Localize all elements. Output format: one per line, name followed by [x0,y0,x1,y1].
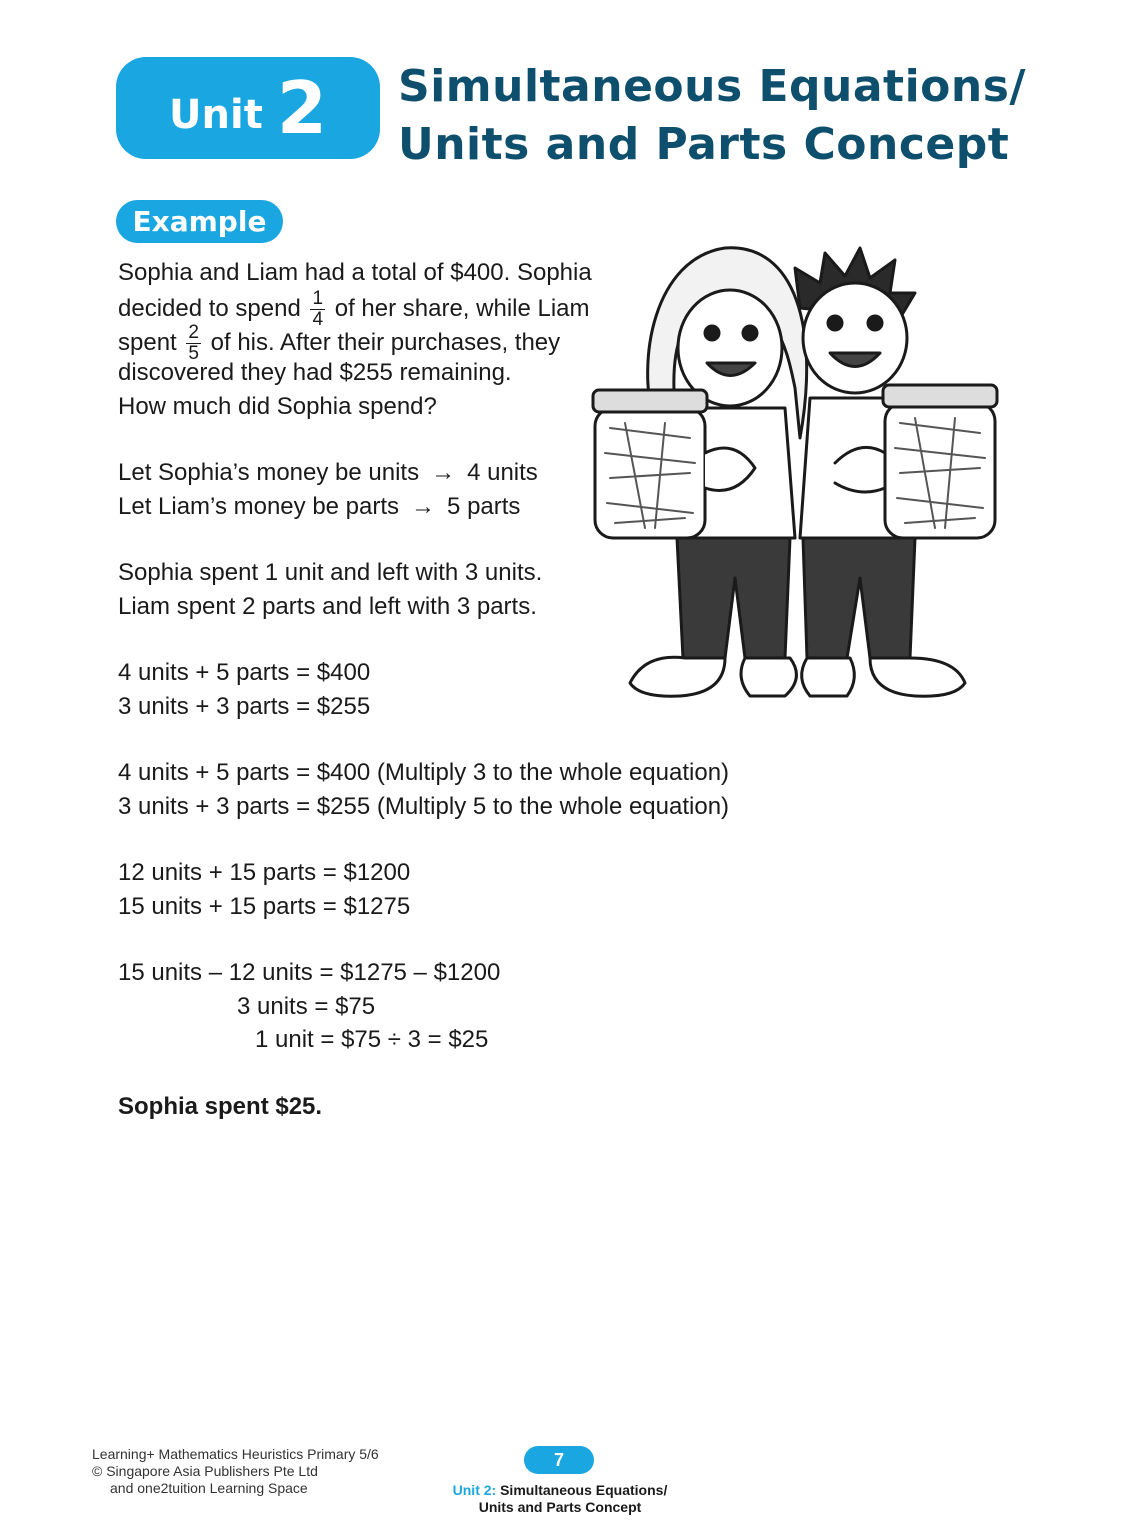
footer-book-title: Learning+ Mathematics Heuristics Primary 5/6 [92,1446,379,1462]
let-liam-text: Let Liam’s money be parts [118,493,400,520]
equation-2: 3 units + 3 parts = $255 [118,693,371,720]
let-sophia-text: Let Sophia’s money be units [118,459,420,486]
footer-title-line-2: Units and Parts Concept [478,1499,642,1515]
children-with-money-jars-illustration [585,238,1015,708]
problem-line-3-b: of his. After their purchases, they [210,328,561,356]
problem-line-2-b: of her share, while Liam [334,294,590,322]
right-arrow-icon: → [431,459,456,486]
let-liam-line [118,490,520,524]
title-line-1: Simultaneous Equations/ [398,61,1026,112]
equation-1: 4 units + 5 parts = $400 [118,659,371,686]
let-sophia-line [118,456,538,490]
equation-7: 15 units – 12 units = $1275 – $1200 [118,959,501,986]
equation-5: 12 units + 15 parts = $1200 [118,859,411,886]
problem-line-4: discovered they had $255 remaining. [118,359,512,386]
fraction-numerator: 1 [312,288,324,309]
unit-number: 2 [276,66,327,150]
footer-unit-label: Unit 2: [452,1482,497,1498]
unit-word: Unit [169,92,263,138]
fraction-denominator: 5 [188,343,199,364]
page-number: 7 [524,1446,594,1474]
footer-unit-title [430,1482,690,1516]
page-title [398,58,1026,174]
title-line-2: Units and Parts Concept [398,119,1010,170]
liam-spent-line: Liam spent 2 parts and left with 3 parts. [118,593,537,620]
equation-3: 4 units + 5 parts = $400 (Multiply 3 to the whole equation) [118,759,730,786]
unit-badge [116,57,380,159]
example-label: Example [116,200,283,243]
right-arrow-icon: → [411,493,436,520]
sophia-spent-line: Sophia spent 1 unit and left with 3 units. [118,559,543,586]
problem-line-1: Sophia and Liam had a total of $400. Sophia [118,259,592,286]
problem-line-5: How much did Sophia spend? [118,393,437,420]
footer-title-line-1: Simultaneous Equations/ [500,1482,668,1498]
equation-9: 1 unit = $75 ÷ 3 = $25 [255,1026,489,1053]
answer: Sophia spent $25. [118,1093,323,1120]
let-sophia-value: 4 units [467,459,538,486]
fraction-denominator: 4 [312,309,324,330]
girl-pants [677,538,790,658]
footer-publisher-info [92,1446,379,1497]
footer-partner: and one2tuition Learning Space [110,1480,308,1496]
equation-4: 3 units + 3 parts = $255 (Multiply 5 to the whole equation) [118,793,730,820]
boy-face [803,283,907,393]
boy-pants [803,538,915,658]
fraction-numerator: 2 [188,322,199,343]
problem-line-3-a: spent [118,328,177,356]
let-liam-value: 5 parts [447,493,521,520]
problem-line-2-a: decided to spend [118,294,301,322]
footer-copyright: © Singapore Asia Publishers Pte Ltd [92,1463,318,1479]
equation-6: 15 units + 15 parts = $1275 [118,893,411,920]
equation-8: 3 units = $75 [237,993,376,1020]
